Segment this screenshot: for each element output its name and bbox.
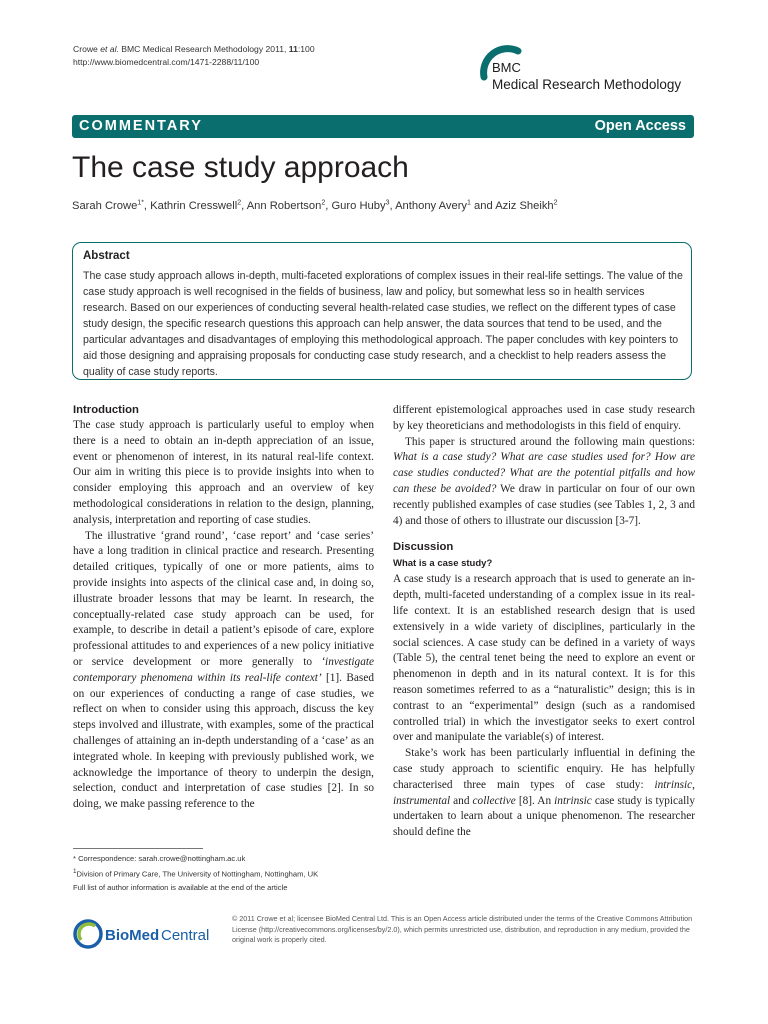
author: Ann Robertson$^2$, bbox=[246, 199, 332, 212]
logo-text-biomed: BioMed bbox=[105, 927, 160, 944]
author: Sarah Crowe$^{1*}$, bbox=[72, 199, 151, 212]
intro-paragraph-1: The case study approach is particularly useful to employ when there is a need to obtain an in-depth appreciation of an issue, event or phenomenon of interest, in its natural real-life context. Our aim in writing this piece is to provide insights into when to consider employing this approach and an overview of key methodological considerations in relation to the design, planning, analysis, interpretation and reporting of case studies. bbox=[73, 419, 374, 526]
biomed-central-logo bbox=[73, 918, 223, 950]
right-column bbox=[393, 403, 695, 841]
citation-page: :100 bbox=[297, 44, 315, 54]
author: Anthony Avery$^1$ and bbox=[395, 199, 496, 212]
intro-paragraph-4: This paper is structured around the following main questions: What is a case study? What are case studies used for? How are case studies conducted? What are the potential pitfalls and how can these be avoided? We draw in particular on four of our own recently published examples of case studies (see Tables 1, 2, 3 and 4) and those of others to illustrate our discussion [3-7]. bbox=[393, 435, 695, 527]
open-access-label: Open Access bbox=[594, 118, 686, 134]
discussion-heading: Discussion bbox=[393, 541, 454, 554]
abstract-heading: Abstract bbox=[83, 250, 130, 262]
citation-line bbox=[73, 43, 315, 56]
license-statement: © 2011 Crowe et al; licensee BioMed Central Ltd. This is an Open Access article distributed under the terms of the Creative Commons Attribution License (http://creativecommons.org/licenses/by/2.0), which permits unrestricted use, distribution, and reproduction in any medium, provided the original work is properly cited. bbox=[232, 914, 693, 944]
author: Kathrin Cresswell$^2$, bbox=[150, 199, 247, 212]
left-column bbox=[73, 403, 374, 813]
what-is-case-study-heading: What is a case study? bbox=[393, 558, 493, 570]
affiliation-note: $^1$Division of Primary Care, The University of Nottingham, Nottingham, UK bbox=[73, 868, 319, 879]
introduction-heading: Introduction bbox=[73, 404, 139, 416]
author: Guro Huby$^3$, bbox=[331, 199, 396, 212]
citation-etal: et al. bbox=[100, 44, 119, 54]
logo-arc-icon bbox=[79, 924, 95, 940]
author: Aziz Sheikh$^2$ bbox=[495, 199, 558, 212]
journal-logo-bmc: BMC bbox=[492, 60, 521, 75]
author-list bbox=[72, 199, 558, 212]
citation-year: 2011, bbox=[263, 44, 289, 54]
citation-header bbox=[73, 43, 315, 69]
correspondence-note: * Correspondence: sarah.crowe@nottingham.ac.uk bbox=[73, 854, 246, 863]
abstract-body: The case study approach allows in-depth, multi-faceted explorations of complex issues in their real-life settings. The value of the case study approach is well recognised in the fields of business, law and policy, but somewhat less so in health services research. Based on our experiences of conducting several health-related case studies, we reflect on the different types of case study design, the specific research questions this approach can help answer, the data sources that tend to be used, and the particular advantages and disadvantages of employing this methodological approach. The paper concludes with key pointers to aid those designing and appraising proposals for conducting case study research, and a checklist to help readers assess the quality of case study reports. bbox=[83, 270, 683, 378]
article-type-label: COMMENTARY bbox=[79, 118, 203, 134]
abstract-box bbox=[72, 242, 692, 380]
discussion-paragraph-1: A case study is a research approach that is used to generate an in-depth, multi-faceted understanding of a complex issue in its real-life context. It is an established research design that is used extensively in a wide variety of disciplines, particularly in the social sciences. A case study can be defined in a variety of ways (Table 5), the central tenet being the need to explore an event or phenomenon in depth and in its natural context. It is for this reason sometimes referred to as a “naturalistic” design; this is in contrast to an “experimental” design (such as a randomised controlled trial) in which the investigator seeks to exert control over and manipulate the variable(s) of interest. bbox=[393, 573, 695, 744]
article-title: The case study approach bbox=[72, 151, 409, 184]
citation-authors: Crowe bbox=[73, 44, 101, 54]
logo-text-central: Central bbox=[161, 927, 210, 944]
footnote-divider bbox=[73, 848, 203, 849]
citation-url[interactable]: http://www.biomedcentral.com/1471-2288/11/100 bbox=[73, 57, 260, 67]
author-info-note: Full list of author information is available at the end of the article bbox=[73, 882, 288, 892]
intro-paragraph-2: The illustrative ‘grand round’, ‘case report’ and ‘case series’ have a long tradition in clinical practice and research. Presenting detailed critiques, typically of one or more patients, aims to provide insights into aspects of the clinical case and, in doing so, illustrate broader lessons that may be learnt. In research, the conceptually-related case study approach can be used, for example, to describe in detail a patient’s episode of care, explore professional attitudes to and experiences of a new policy initiative or service development or more generally to ‘investigate contemporary phenomena within its real-life context’ [1]. Based on our experiences of conducting a range of case studies, we reflect on when to consider using this approach, discuss the key steps involved and illustrate, with examples, some of the practical challenges of attaining an in-depth understanding of a ‘case’ as an integrated whole. In keeping with previously published work, we acknowledge the importance of theory to underpin the design, selection, conduct and interpretation of case studies [2]. In so doing, we make passing reference to the bbox=[73, 529, 374, 811]
article-type-banner bbox=[72, 115, 694, 138]
discussion-paragraph-2: Stake’s work has been particularly influential in defining the case study approach to scientific enquiry. He has helpfully characterised three main types of case study: intrinsic, instrumental and collective [8]. An intrinsic case study is typically undertaken to learn about a unique phenomenon. The researcher should define the bbox=[393, 747, 696, 839]
footnotes bbox=[73, 852, 318, 894]
journal-name: Medical Research Methodology bbox=[492, 77, 682, 92]
citation-journal: BMC Medical Research Methodology bbox=[118, 44, 264, 54]
citation-volume: 11 bbox=[288, 44, 298, 54]
intro-paragraph-3: different epistemological approaches used in case study research by key theoreticians and methodologists in this field of enquiry. bbox=[393, 404, 695, 432]
